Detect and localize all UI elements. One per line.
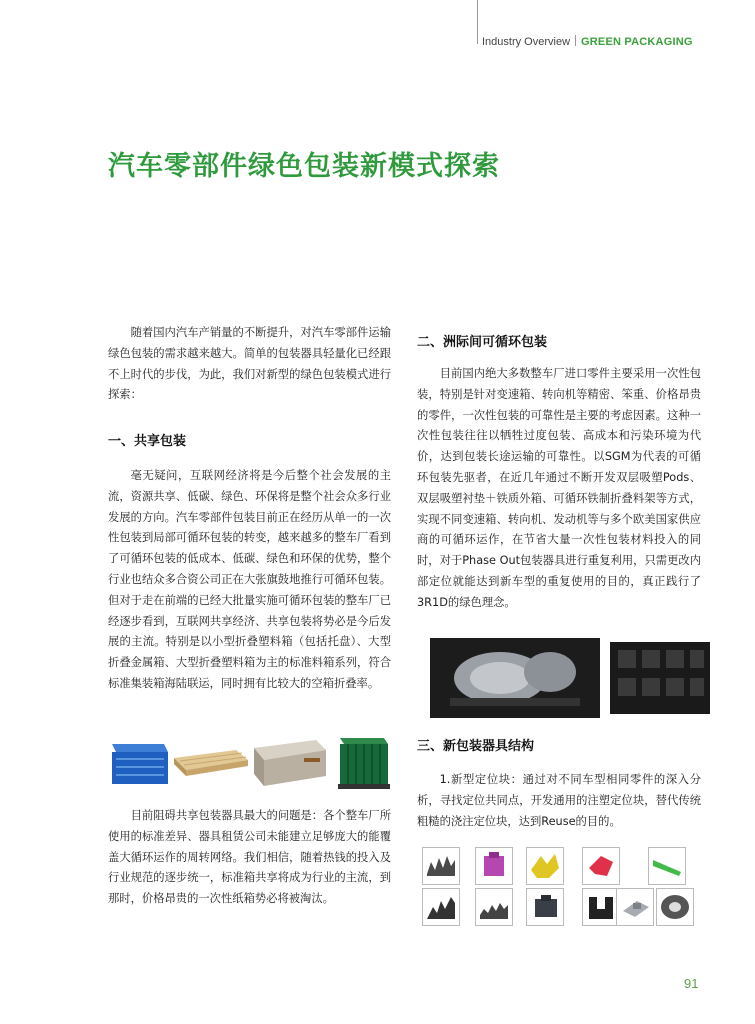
pallet-icon [174,750,248,776]
page-number: 91 [684,976,699,991]
green-bulk-bin-icon [338,738,390,789]
locator-block-thumb-9 [582,888,620,926]
locator-block-thumb-2 [475,847,513,885]
packaging-containers-image [108,730,392,790]
transmission-packaging-photo [430,638,712,718]
heading-intercontinental: 二、洲际间可循环包装 [417,335,548,350]
heading-shared-packaging: 一、共享包装 [108,434,187,449]
u-shape-block-icon [589,897,613,919]
article-title: 汽车零部件绿色包装新模式探索 [108,151,500,182]
intro-paragraph: 随着国内汽车产销量的不断提升，对汽车零部件运输绿色包装的需求越来越大。简单的包装器具轻量化已经跟不上时代的步伐，为此，我们对新型的绿色包装模式进行探索： [108,326,391,402]
comb-locator-icon [427,856,455,876]
locator-block-thumb-11 [656,888,694,926]
intro-block [108,323,391,406]
dark-block-icon [535,899,557,917]
running-header [482,35,693,48]
locator-block-thumb-10 [616,888,654,926]
shared-packaging-block [108,466,391,695]
shared-obstacles-paragraph: 目前阻碍共享包装器具最大的问题是：各个整车厂所使用的标准差异、器具租赁公司未能建立足够庞大的能覆盖大循环运作的周转网络。我们相信，随着热钱的投入及行业规范的逐步统一，标准箱共享将成为行业的主流，到那时，价格昂贵的一次性纸箱势必将被淘汰。 [108,809,391,906]
black-comb-icon [427,897,455,919]
header-separator [575,35,576,46]
yellow-locator-icon [531,854,559,878]
transmission-in-tray-icon [430,638,600,718]
header-divider-line [477,0,478,44]
black-tray-icon [610,642,710,714]
red-locator-icon [589,856,613,876]
locator-block-thumb-8 [526,888,564,926]
locator-block-thumb-4 [582,847,620,885]
heading-new-structure: 三、新包装器具结构 [417,739,535,754]
shared-obstacles-block [108,806,391,910]
locator-block-thumb-1 [422,847,460,885]
shared-packaging-paragraph: 毫无疑问，互联网经济将是今后整个社会发展的主流，资源共享、低碳、绿色、环保将是整个社会众多行业发展的方向。汽车零部件包装目前正在经历从单一的一次性包装到局部可循环包装的转变，越来越多的整车厂看到了可循环包装的低成本、低碳、绿色和环保的优势，整个行业也结众多合资公司正在大张旗鼓地推行可循环包装。但对于走在前端的已经大批量实施可循环包装的整车厂已经逐步看到，互联网共享经济、共享包装将势必是今后发展的主流。特别是以小型折叠塑料箱（包括托盘）、大型折叠金属箱、大型折叠塑料箱为主的标准料箱系列，符合标准集装箱海陆联运，同时拥有比较大的空箱折叠率。 [108,469,391,690]
serrated-locator-icon [480,903,508,919]
locator-block-thumb-7 [475,888,513,926]
header-overview: Industry Overview [482,36,571,48]
new-structure-block [417,770,701,832]
purple-locator-icon [484,856,504,876]
intercontinental-block [417,364,701,614]
new-structure-paragraph: 1.新型定位块：通过对不同车型相同零件的深入分析，寻找定位共同点，开发通用的注塑定位块，替代传统粗糙的浇注定位块，达到Reuse的目的。 [417,773,701,828]
metal-box-icon [254,740,326,786]
locator-block-thumb-5 [648,847,686,885]
blue-crate-icon [112,744,168,784]
locator-block-thumb-3 [526,847,564,885]
green-rail-locator-icon [653,860,681,876]
locator-block-thumb-6 [422,888,460,926]
header-section: GREEN PACKAGING [581,36,693,48]
intercontinental-paragraph: 目前国内绝大多数整车厂进口零件主要采用一次性包装，特别是针对变速箱、转向机等精密、笨重、价格昂贵的零件，一次性包装的可靠性是主要的考虑因素。这种一次性包装往往以牺牲过度包装、高成本和污染环境为代价，达到包装长途运输的可靠性。以SGM为代表的可循环包装先驱者，在近几年通过不断开发双层吸塑Pods、双层吸塑衬垫＋铁质外箱、可循环铁制折叠料架等方式，实现不同变速箱、转向机、发动机等与多个欧美国家供应商的可循环运作，在节省大量一次性包装材料投入的同时，对于Phase Out包装器具进行重复利用，只需更改内部定位就能达到新车型的重复使用的目的，真正践行了3R1D的绿色理念。 [417,367,701,609]
